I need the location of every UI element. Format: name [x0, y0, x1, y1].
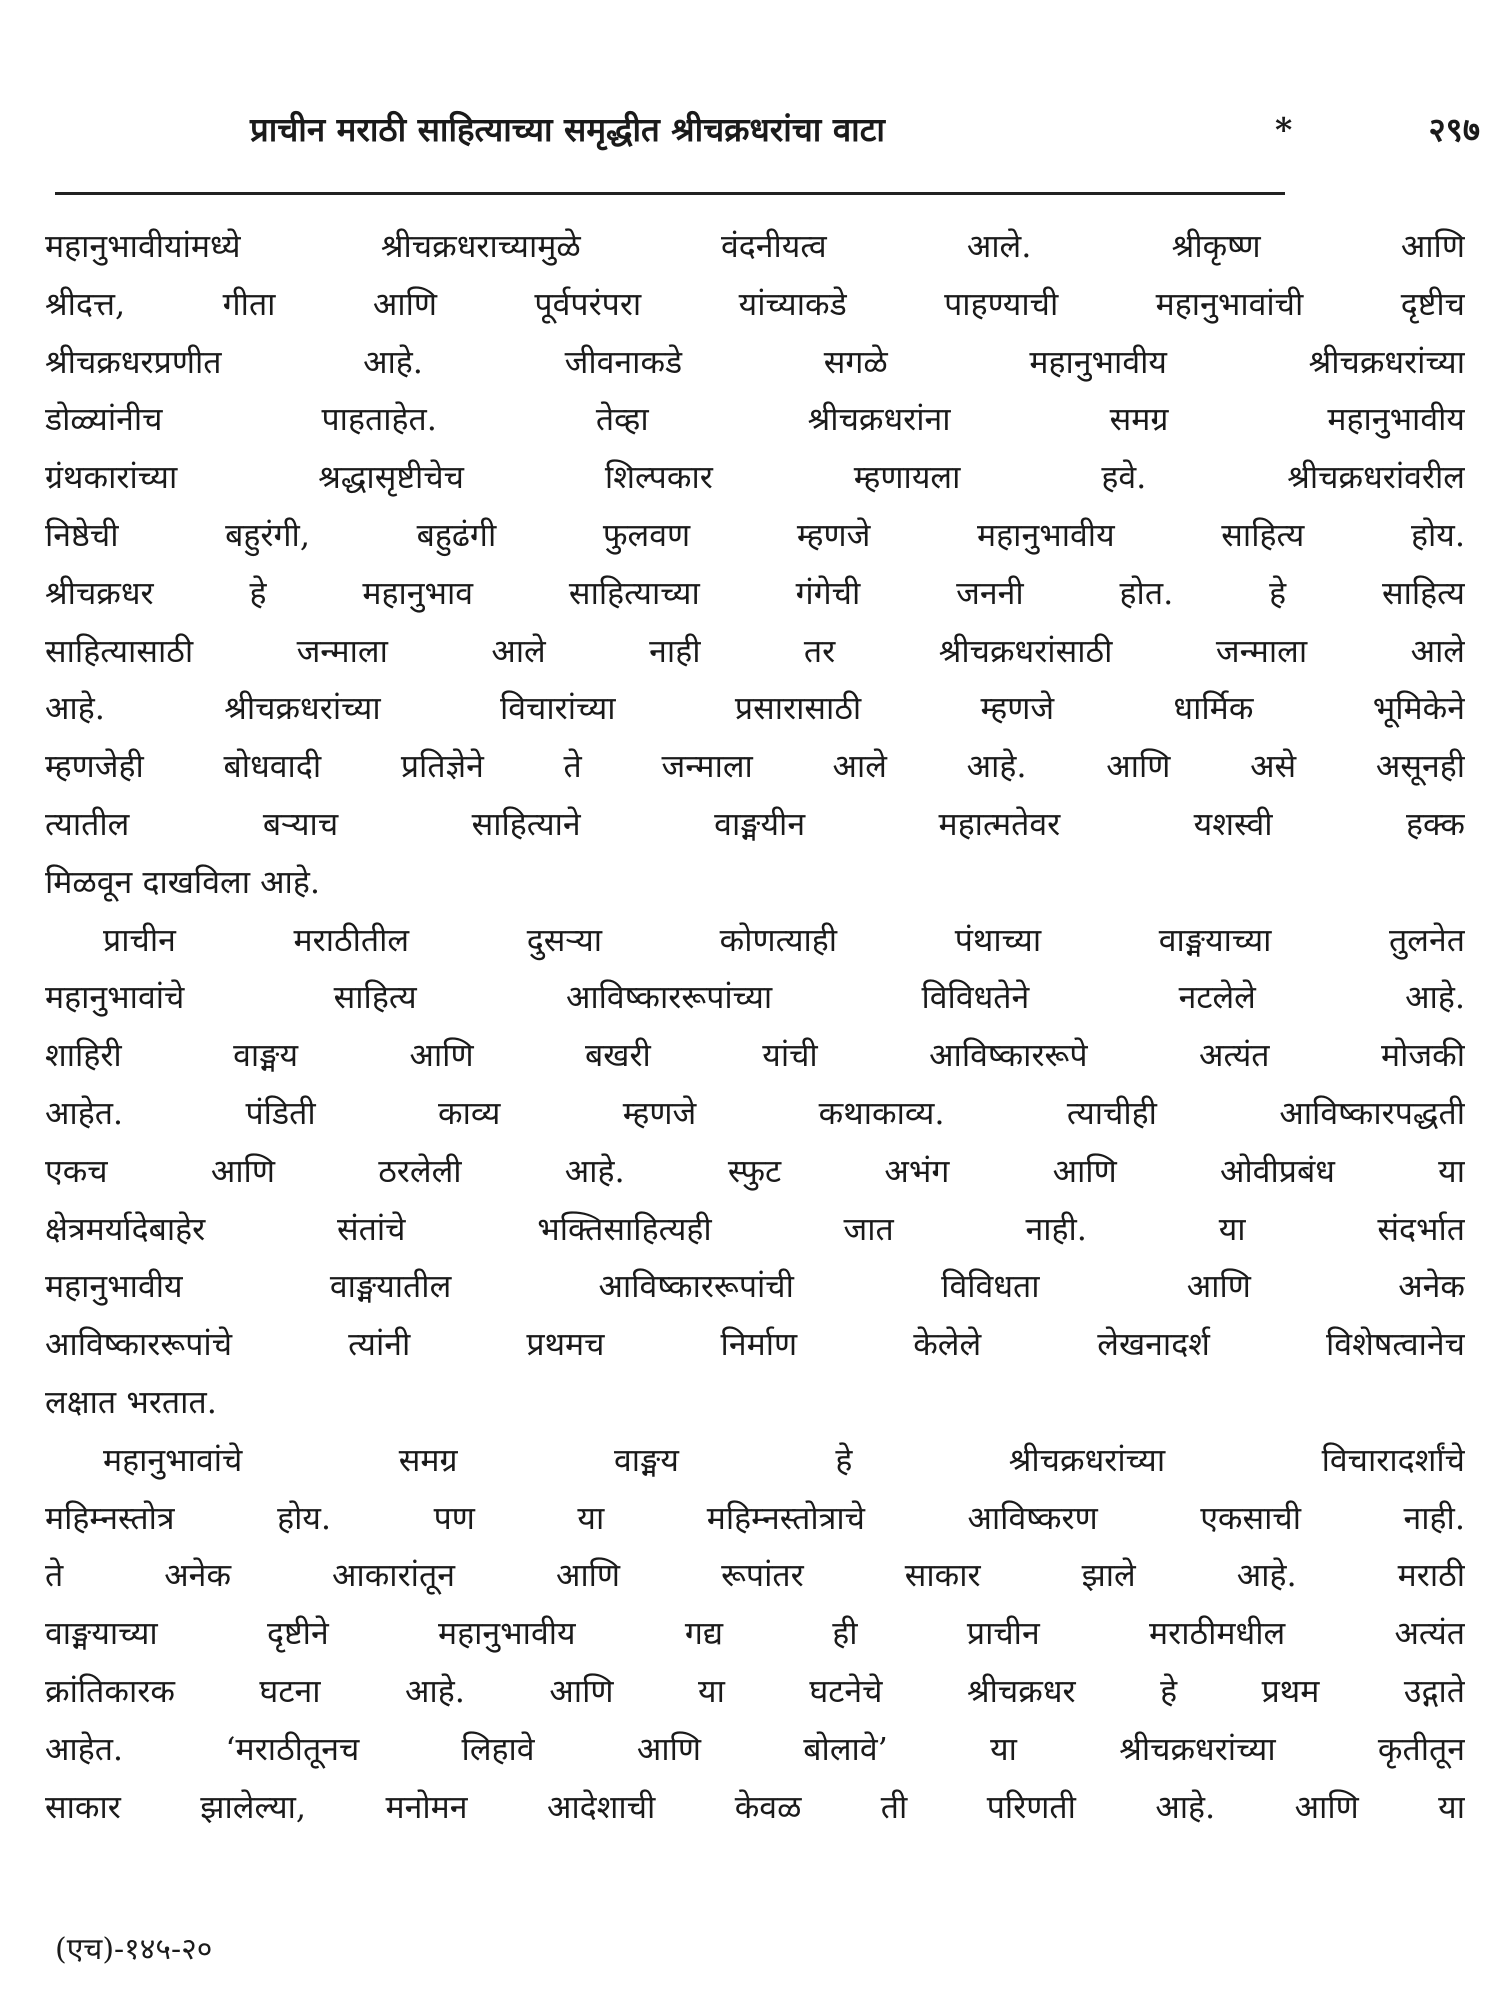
header-separator: *: [1275, 110, 1293, 149]
text-line: महिम्नस्तोत्र होय. पण या महिम्नस्तोत्राचे आविष्करण एकसाची नाही.: [45, 1498, 1465, 1537]
text-line: ते अनेक आकारांतून आणि रूपांतर साकार झाले आहे. मराठी: [45, 1556, 1465, 1595]
text-line: लक्षात भरतात.: [45, 1382, 217, 1421]
text-line: शाहिरी वाङ्मय आणि बखरी यांची आविष्काररूपे अत्यंत मोजकी: [45, 1036, 1465, 1075]
text-line: त्यातील बऱ्याच साहित्याने वाङ्मयीन महात्मतेवर यशस्वी हक्क: [45, 804, 1465, 843]
text-line: एकच आणि ठरलेली आहे. स्फुट अभंग आणि ओवीप्रबंध या: [45, 1151, 1465, 1190]
paragraph-2: [45, 912, 1465, 1432]
text-line: साहित्यासाठी जन्माला आले नाही तर श्रीचक्रधरांसाठी जन्माला आले: [45, 631, 1465, 670]
text-line: आहेत. ‘मराठीतूनच लिहावे आणि बोलावे’ या श्रीचक्रधरांच्या कृतीतून: [45, 1729, 1465, 1768]
text-line: महानुभावांचे समग्र वाङ्मय हे श्रीचक्रधरांच्या विचारादर्शांचे: [103, 1440, 1465, 1479]
running-title: प्राचीन मराठी साहित्याच्या समृद्धीत श्रीचक्रधरांचा वाटा: [250, 110, 885, 149]
text-line: डोळ्यांनीच पाहताहेत. तेव्हा श्रीचक्रधरांना समग्र महानुभावीय: [45, 400, 1465, 439]
text-line: महानुभावीय वाङ्मयातील आविष्काररूपांची विविधता आणि अनेक: [45, 1267, 1465, 1306]
running-header: [250, 100, 1480, 160]
text-line: आविष्काररूपांचे त्यांनी प्रथमच निर्माण केलेले लेखनादर्श विशेषत्वानेच: [45, 1325, 1465, 1364]
print-code: (एच)-१४५-२०: [55, 1932, 213, 1967]
paragraph-1: [45, 218, 1465, 912]
text-line: श्रीचक्रधर हे महानुभाव साहित्याच्या गंगेची जननी होत. हे साहित्य: [45, 573, 1465, 612]
text-line: क्रांतिकारक घटना आहे. आणि या घटनेचे श्रीचक्रधर हे प्रथम उद्गाते: [45, 1671, 1465, 1710]
text-line: आहेत. पंडिती काव्य म्हणजे कथाकाव्य. त्याचीही आविष्कारपद्धती: [45, 1093, 1465, 1132]
text-line: निष्ठेची बहुरंगी, बहुढंगी फुलवण म्हणजे महानुभावीय साहित्य होय.: [45, 515, 1465, 554]
text-line: श्रीदत्त, गीता आणि पूर्वपरंपरा यांच्याकडे पाहण्याची महानुभावांची दृष्टीच: [45, 284, 1465, 323]
text-line: प्राचीन मराठीतील दुसऱ्या कोणत्याही पंथाच्या वाङ्मयाच्या तुलनेत: [103, 920, 1465, 959]
text-line: महानुभावीयांमध्ये श्रीचक्रधराच्यामुळे वंदनीयत्व आले. श्रीकृष्ण आणि: [45, 227, 1465, 265]
page-number: २९७: [1428, 110, 1480, 149]
text-line: क्षेत्रमर्यादेबाहेर संतांचे भक्तिसाहित्यही जात नाही. या संदर्भात: [45, 1209, 1465, 1248]
text-line: वाङ्मयाच्या दृष्टीने महानुभावीय गद्य ही प्राचीन मराठीमधील अत्यंत: [45, 1614, 1465, 1653]
body-text: [45, 218, 1465, 1836]
text-line: साकार झालेल्या, मनोमन आदेशाची केवळ ती परिणती आहे. आणि या: [45, 1787, 1465, 1826]
text-line: आहे. श्रीचक्रधरांच्या विचारांच्या प्रसारासाठी म्हणजे धार्मिक भूमिकेने: [45, 689, 1465, 728]
header-rule: [55, 192, 1285, 195]
text-line: ग्रंथकारांच्या श्रद्धासृष्टीचेच शिल्पकार म्हणायला हवे. श्रीचक्रधरांवरील: [45, 458, 1465, 497]
text-line: महानुभावांचे साहित्य आविष्काररूपांच्या विविधतेने नटलेले आहे.: [45, 978, 1465, 1017]
paragraph-3: [45, 1432, 1465, 1837]
text-line: श्रीचक्रधरप्रणीत आहे. जीवनाकडे सगळे महानुभावीय श्रीचक्रधरांच्या: [45, 342, 1465, 381]
text-line: मिळवून दाखविला आहे.: [45, 862, 321, 901]
text-line: म्हणजेही बोधवादी प्रतिज्ञेने ते जन्माला आले आहे. आणि असे असूनही: [45, 747, 1465, 786]
